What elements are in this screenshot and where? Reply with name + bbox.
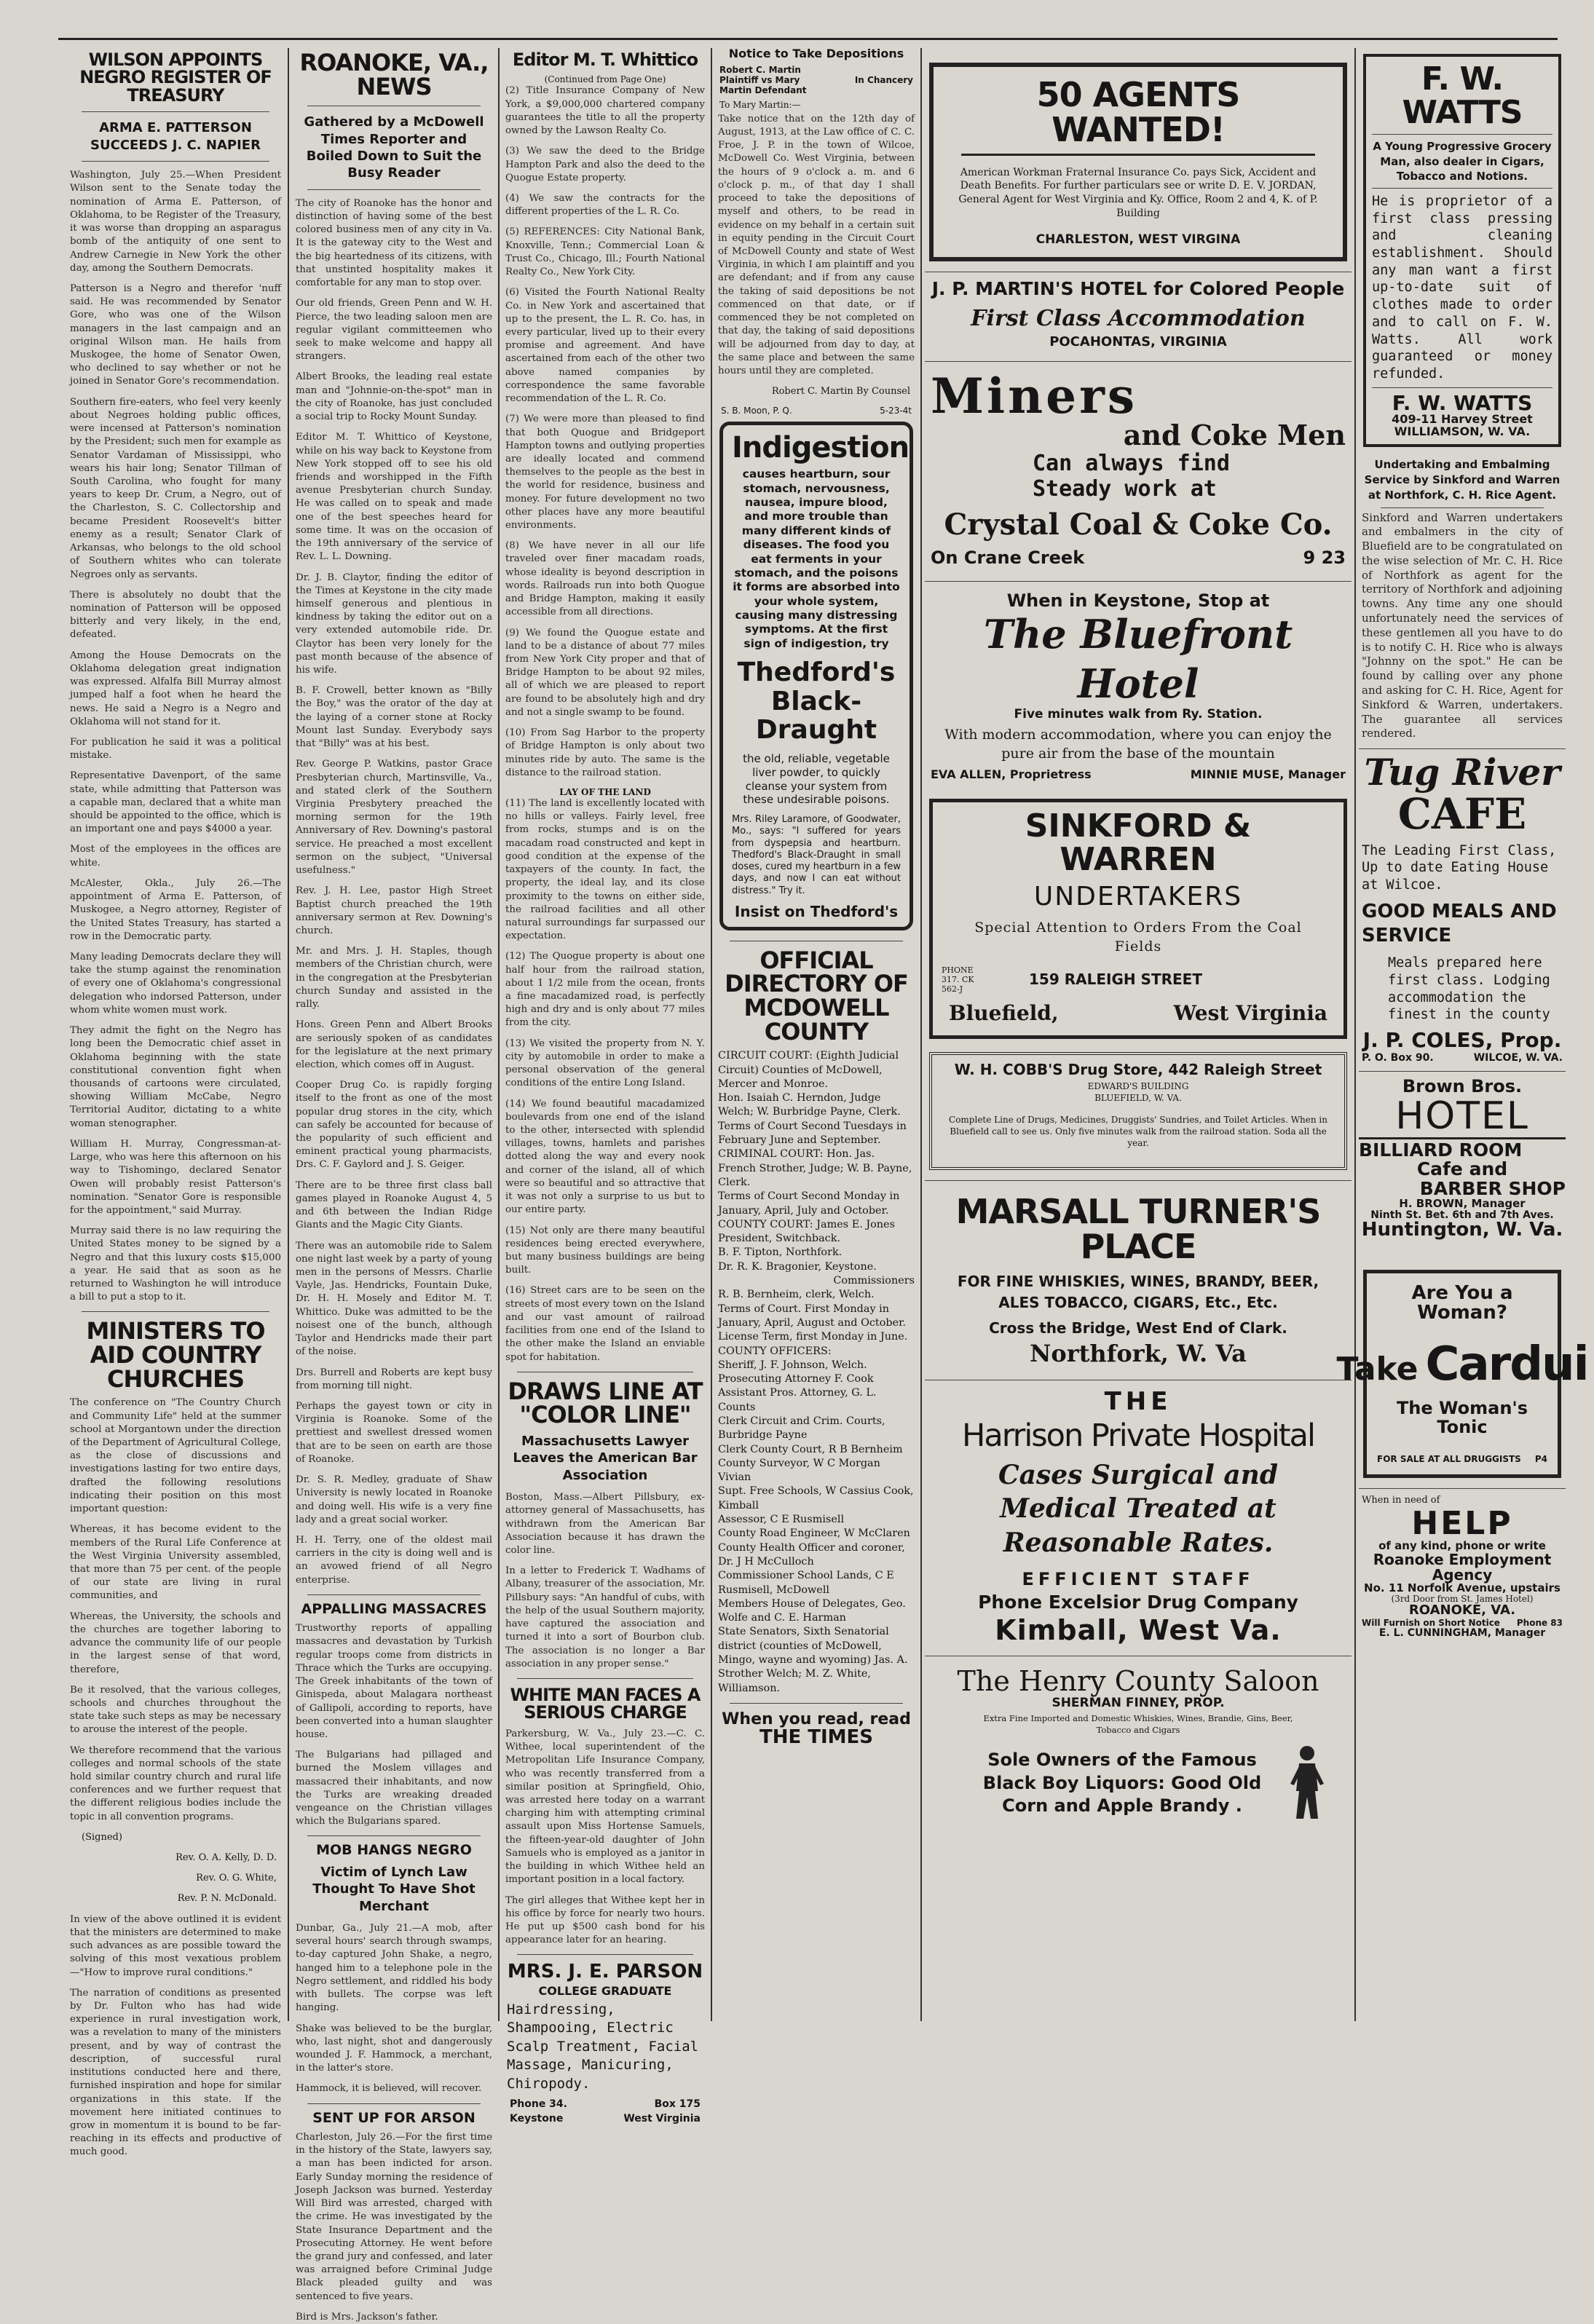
ad-brown-6: H. BROWN, Manager [1399,1196,1526,1210]
signature: Rev. P. N. McDonald. [177,1893,277,1905]
headline-white-man: WHITE MAN FACES A SERIOUS CHARGE [510,1684,701,1723]
section-label: LAY OF THE LAND [559,786,651,797]
ad-cardui [1336,1270,1588,1478]
ad-hospital-4: EFFICIENT STAFF [1022,1569,1255,1590]
ad-turner-4: Northfork, W. Va [1030,1340,1247,1368]
article-paragraph: Many leading Democrats declare they will take the stump against the renomination of every one of Oklahoma's congressional delegation who indorsed Patterson, under whom white women must work. [70,952,281,1016]
divider [925,361,1352,362]
directory-entry: County Road Engineer, W McClaren [718,1527,910,1540]
article-paragraph: Albert Brooks, the leading real estate man and "Johnnie-on-the-spot" man in the city of Roanoke, has just concluded a social trip to Rocky Mount Sunday. [296,371,492,423]
directory-entry: Dr. R. K. Bragonier, Keystone. [718,1260,877,1273]
article-paragraph: Parkersburg, W. Va., July 23.—C. C. Withee, local superintendent of the Metropolitan Life Insurance Company, who was recently transferred from a similar position at Springfield, Ohio, was arrested here today on a warrant charging him with attempting criminal assault upon Miss Hortense Samuels, the fifteen-year-old daughter of John Samuels who is employed as a janitor in the building in which Withee held an important position in a local factory. [505,1728,705,1886]
article-paragraph: (4) We saw the contracts for the different properties of the L. R. Co. [505,193,705,218]
ad-watts-6: WILLIAMSON, W. VA. [1394,424,1531,438]
column-6 [1336,48,1588,2021]
article-paragraph: In view of the above outlined it is evident that the ministers are determined to make such advances as are possible toward the solving of this most vexatious problem—"How to improve rural conditions." [70,1913,281,1978]
article-paragraph: Our old friends, Green Penn and W. H. Pierce, the two leading saloon men are regular vigilant committeemen who seek to make welcome and happy all strangers. [296,298,492,363]
divider [730,1703,903,1704]
ad-watts [1363,54,1561,447]
ad-miners-4: Steady work at [1033,475,1217,502]
ad-brown-7: Ninth St. Bet. 6th and 7th Aves. [1370,1209,1554,1221]
article-paragraph: They admit the fight on the Negro has long been the Democratic chief asset in Oklahoma beginning with the state constitutional convention fight when thousands of cartoons were circulated, showing William McCabe, Negro Territorial Auditor, dictating to a white woman stenographer. [70,1025,281,1129]
article-paragraph: Murray said there is no law requiring the United States money to be signed by a Negro and that this luxury costs $15,000 a year. He said that as soon as he returned to Washington he will introduce a bill to put a stop to it. [70,1225,281,1303]
article-paragraph: (13) We visited the property from N. Y. city by automobile in order to make a personal observation of the general conditions of the entire Long Island. [505,1038,705,1089]
notice-footer [715,406,918,416]
ad-hc-1: The Henry County Saloon [957,1665,1319,1698]
article-paragraph: (2) Title Insurance Company of New York, a $9,000,000 chartered company guarantees the title to all the property owned by the Lawson Realty Co. [505,85,705,137]
ad-martin-hotel-city: POCAHONTAS, VIRGINIA [1049,334,1227,350]
ad-watts-5: 409-11 Harvey Street [1392,411,1533,426]
divider [1381,507,1544,508]
ad-indigestion-text: causes heartburn, sour stomach, nervousness, nausea, impure blood, and more trouble than many different kinds of diseases. The food you eat ferments in your stomach, and the poisons it forms are absorbed into your whole system, causing many distressing symptoms. At the first sign of indigestion, try [733,467,900,650]
ad-indigestion [719,422,913,930]
article-paragraph: The Bulgarians had pillaged and burned the Moslem villages and massacred their inhabitants, and now the Turks are wreaking dreaded vengeance on the Christian villages which the Bulgarians spared. [296,1750,492,1827]
column-rule [1354,48,1356,2021]
article-paragraph: Representative Davenport, of the same state, while admitting that Patterson was a capable man, declared that a white man should be appointed to the office, which is an important one and pays $4000 a year. [70,770,281,835]
article-paragraph: (10) From Sag Harbor to the property of Bridge Hampton is only about two minutes ride by auto. The same is the distance to the railroad station. [505,727,705,778]
ad-bluefront-2: The Bluefront Hotel [983,611,1293,707]
article-paragraph: For publication he said it was a political mistake. [70,736,281,762]
article-paragraph: (6) Visited the Fourth National Realty Co. in New York and ascertained that up to the present, the L. R. Co. has, in every particular, lived up to their every promise and agreement. And have ascertained from each of the other two above named companies by correspondence the same favorable recommendation of the L. R. Co. [505,287,705,405]
article-paragraph: Shake was believed to be the burglar, who, last night, shot and dangerously wounded J. F. Hammock, a merchant, in the latter's store. [296,2023,492,2074]
article-paragraph: (9) We found the Quogue estate and land to be a distance of about 77 miles from New York City proper and that of Bridge Hampton to be about 92 miles, all of which we are pleased to report are found to be absolutely high and dry and not a single swamp to be found. [505,627,705,718]
ad-miners-6: On Crane Creek [931,547,1085,568]
notice-parties: Robert C. Martin Plaintiff vs Mary Martin Defendant [719,64,807,95]
ad-hospital-5: Phone Excelsior Drug Company [978,1592,1298,1613]
ad-henry-saloon [925,1661,1352,1827]
subhead-patterson: ARMA E. PATTERSON SUCCEEDS J. C. NAPIER [90,120,261,153]
column-4 [715,48,918,2021]
ad-tug-river-2: CAFE [1397,788,1527,839]
ad-cobb-3: BLUEFIELD, W. VA. [1094,1092,1182,1103]
ad-miners-5: Crystal Coal & Coke Co. [944,507,1333,542]
ad-martin-hotel-title: J. P. MARTIN'S HOTEL for Colored People [931,278,1345,299]
ad-miners-3: Can always find [1033,450,1230,476]
ad-indigestion-testimonial: Mrs. Riley Laramore, of Goodwater, Mo., says: "I suffered for years from dyspepsia and heartburn. Thedford's Black-Draught in small doses, cured my heartburn in a few days, and now I can eat without distress." Try it. [732,814,901,896]
divider [1372,387,1552,388]
article-paragraph: Patterson is a Negro and therefor 'nuff said. He was recommended by Senator Gore, who was one of the Wilson managers in the last campaign and an original Wilson man. He hails from Muskogee, the home of Senator Owen, who declined to say whether or not he joined in Senator Gore's recommendation. [70,282,281,387]
divider [1359,1071,1566,1072]
directory-entry: Clerk Circuit and Crim. Courts, Burbridge Payne [718,1415,885,1442]
ad-tug-river-3: The Leading First Class, Up to date Eating House at Wilcoe. [1362,842,1557,893]
directory-entry: Commissioners [833,1275,915,1287]
ad-help-7: ROANOKE, VA. [1408,1602,1516,1618]
ad-bluefront-4: With modern accommodation, where you can enjoy the pure air from the base of the mountain [944,726,1332,762]
column-3 [502,48,708,2125]
directory-entry: Assessor, C E Rusmisell [718,1514,845,1526]
directory-entry: R. B. Bernheim, clerk, Welch. [718,1289,875,1301]
article-paragraph: There is absolutely no doubt that the nomination of Patterson will be opposed bitterly and very likely, in the end, defeated. [70,589,281,641]
article-paragraph: (16) Street cars are to be seen on the streets of most every town on the Island and our vast amount of railroad facilities from one end of the Island to the other make the Island an enviable spot for habitation. [505,1285,705,1363]
ad-help-8: Will Furnish on Short Notice [1362,1618,1500,1629]
headline-arson: SENT UP FOR ARSON [312,2109,476,2126]
ad-bluefront-6: MINNIE MUSE, Manager [1190,767,1346,782]
divider [307,189,481,190]
headline-directory: OFFICIAL DIRECTORY OF MCDOWELL COUNTY [725,946,908,1046]
article-paragraph: (7) We were more than pleased to find that both Quogue and Bridgeport Hampton towns and outlying properties are ideally located and commend themselves to the people as the best in the world for residence, business and money. For future development no two other places have any more beautiful environments. [505,414,705,531]
notice-to: To Mary Martin:— [719,99,801,110]
directory-entry: County Surveyor, W C Morgan Vivian [718,1457,880,1484]
ad-sw-address-row [942,965,1335,994]
divider [307,1594,481,1595]
article-paragraph: Editor M. T. Whittico of Keystone, while on his way back to Keystone from New York stopped off to see his old friends and worshipped in the Fifth avenue Presbyterian church Sunday. He was called on to speak and made one of the best speeches heard for some time. It was on the occasion of the 19th anniversary of the service of Rev. L. L. Downing. [296,432,492,563]
ad-sw-6: Bluefield, [949,1000,1059,1025]
ad-parson-phone: Phone 34. [510,2098,567,2110]
ad-help-footer [1359,1618,1566,1628]
divider [925,581,1352,582]
column-rule [498,48,500,2021]
article-paragraph: William H. Murray, Congressman-at-Large, who was here this afternoon on his way to Tishomingo, declared Senator Owen will probably resist Patterson's nomination. "Senator Gore is responsible for the appointment," said Murray. [70,1138,281,1216]
divider [1359,1488,1566,1489]
signature: Rev. O. A. Kelly, D. D. [175,1852,277,1864]
tail-read: When you read, read [722,1710,911,1728]
black-boy-figure-icon [1289,1743,1325,1823]
ad-miners-7: 9 23 [1303,547,1346,568]
ad-watts-1: F. W. WATTS [1402,60,1523,132]
article-paragraph: Whereas, it has become evident to the members of the Rural Life Conference at the West Virginia University assembled, that more than 75 per cent. of the people of our state are living in rural communities, and [70,1524,281,1602]
top-rule [58,38,1558,40]
column-rule [288,48,289,2021]
article-paragraph: H. H. Terry, one of the oldest mail carriers in the city is doing well and is an avowed friend of all Negro enterprise. [296,1534,492,1586]
signature: Rev. O. G. White, [196,1873,277,1884]
directory-entry: Terms of Court Second Monday in January, April, July and October. [718,1190,900,1217]
directory-entry: Clerk County Court, R B Bernheim [718,1443,903,1455]
notice-court: In Chancery [854,74,913,85]
continued-note: (Continued from Page One) [544,74,666,85]
article-paragraph: The girl alleges that Withee kept her in his office by force for nearly two hours. He put up $500 cash bond for his appearance later for an hearing. [505,1894,705,1946]
directory-entry: License Term, first Monday in June. [718,1331,908,1343]
ad-cobb-1: W. H. COBB'S Drug Store, 442 Raleigh Street [954,1060,1322,1078]
article-paragraph: (8) We have never in all our life traveled over finer macadam roads, whose ideality is beyond description in words. Railroads run into both Quogue and Bridge Hampton, making it easily accessible from all directions. [505,540,705,618]
subhead-roanoke: Gathered by a McDowell Times Reporter and Boiled Down to Suit the Busy Reader [304,114,484,181]
notice-signature: Robert C. Martin By Counsel [771,386,910,398]
article-paragraph: In a letter to Frederick T. Wadhams of Albany, treasurer of the association, Mr. Pillsbury says: "An handful of cubs, with the help of the usual Southern majority, have captured the association and turned it into a sort of Bourbon club. The association is no longer a Bar association in any proper sense." [505,1565,705,1669]
directory-entry: Terms of Court Second Tuesdays in February June and September. [718,1120,907,1147]
ad-brown-3: BILLIARD ROOM [1359,1139,1523,1161]
article-paragraph: The conference on "The Country Church and Community Life" held at the summer school at Morgantown under the direction of the Department of Agricultural College, as the close of discussions and investigations lasting for two entire days, drafted the following resolutions indicating their position on this most important question: [70,1397,281,1515]
ad-tug-river-7: P. O. Box 90. [1362,1052,1434,1064]
ad-bluefront-footer [931,767,1346,781]
ad-miners-2: and Coke Men [1123,419,1346,452]
directory-entry: County Health Officer and coroner, Dr. J H McCulloch [718,1541,905,1568]
ad-help-9: Phone 83 [1516,1618,1563,1629]
ad-hospital-2: Harrison Private Hospital [962,1417,1314,1454]
column-2 [293,48,495,2323]
ad-parson-location [502,2111,708,2126]
ad-miners-1: Miners [931,368,1138,425]
ad-parson-title: MRS. J. E. PARSON [507,1961,703,1983]
tail-times: THE TIMES [759,1726,874,1749]
article-paragraph: Charleston, July 26.—For the first time in the history of the State, lawyers say, a man has been indicted for arson. Early Sunday morning the residence of Joseph Jackson was burned. Yesterday Will Bird was arrested, charged with the crime. He was investigated by the State Insurance Department and the Prosecuting Attorney. He went before the grand jury and confessed, and later was arraigned before Criminal Judge Black pleaded guilty and was sentenced to five years. [296,2132,492,2302]
ad-sinkford-warren [929,799,1347,1038]
ad-miners-footer [931,548,1346,568]
ad-watts-4: F. W. WATTS [1392,390,1533,415]
directory-entry: Sheriff, J. F. Johnson, Welch. [718,1359,867,1371]
subhead-color-line: Massachusetts Lawyer Leaves the American Bar Association [513,1433,698,1483]
article-paragraph: (11) The land is excellently located with no hills or valleys. Fairly level, free from rocks, stumps and is on the macadam road constructed and kept in good condition at the expense of the taxpayers of the county. In fact, the property, the ideal lay, and its close proximity to the towns on either side, the railroad facilities and all other natural surroundings far surpassed our expectation. [505,797,705,942]
notice-by: S. B. Moon, P. Q. [721,406,792,416]
headline-roanoke: ROANOKE, VA., NEWS [299,49,489,100]
ad-tug-river-6: J. P. COLES, Prop. [1362,1027,1562,1052]
directory-entry: Supt. Free Schools, W Cassius Cook, Kimball [718,1485,914,1511]
ad-hc-3: Extra Fine Imported and Domestic Whiskies, Wines, Brandie, Gins, Beer, Tobacco and Cigars [983,1713,1293,1735]
subhead-mob: Victim of Lynch Law Thought To Have Shot Merchant [312,1864,476,1914]
headline-mob: MOB HANGS NEGRO [316,1842,472,1859]
ad-turner-2: FOR FINE WHISKIES, WINES, BRANDY, BEER, ALES TOBACCO, CIGARS, Etc., Etc. [957,1273,1319,1312]
article-paragraph: Among the House Democrats on the Oklahoma delegation great indignation was expressed. Alfalfa Bill Murray almost jumped half a foot when he heard the news. He said a Negro is a Negro and Oklahoma will not stand for it. [70,649,281,727]
divider [307,2103,481,2104]
ad-bluefront [925,585,1352,788]
ad-cardui-4: The Woman's Tonic [1396,1398,1528,1437]
article-paragraph: (12) The Quogue property is about one half hour from the railroad station, about 1 1/2 mile from the ocean, fronts a fine macadamized road, is perfectly high and dry and is only about 77 miles from the city. [505,951,705,1029]
directory-entry: Members House of Delegates, Geo. Wolfe and C. E. Harman [718,1597,906,1624]
article-paragraph: Washington, July 25.—When President Wilson sent to the Senate today the nomination of Arma E. Patterson, of Oklahoma, to be Register of the Treasury, it was worse than dropping an asparagus bomb of the antiquity of one sent to Andrew Carnegie in New York the other day, among the Southern Democrats. [70,170,281,274]
ad-parson-subtitle: COLLEGE GRADUATE [538,1983,672,1998]
ad-indigestion-title: Indigestion [732,431,910,465]
headline-ministers: MINISTERS TO AID COUNTRY CHURCHES [86,1317,265,1393]
ad-cobb [929,1052,1347,1170]
ad-hc-sole-row [929,1743,1347,1823]
article-paragraph: The city of Roanoke has the honor and distinction of having some of the best colored business men of any city in Va. It is the gateway city to the West and the big heartedness of its citizens, with that unstinted hospitality makes it comfortable for any man to stop over. [296,197,492,289]
article-paragraph: Be it resolved, that the various colleges, schools and churches throughout the state take such steps as may be necessary to arouse the interest of the people. [70,1684,281,1736]
ad-cardui-1: Are You a Woman? [1411,1281,1513,1324]
divider [82,1311,269,1312]
ad-miners [925,365,1352,578]
directory-entry: Hon. Isaiah C. Herndon, Judge Welch; W. Burbridge Payne, Clerk. [718,1092,901,1118]
article-paragraph: Most of the employees in the offices are white. [70,844,281,869]
divider [517,1678,693,1679]
ad-brown-8: Huntington, W. Va. [1361,1219,1563,1241]
ad-cardui-footer [1373,1454,1552,1464]
ad-help-3: of any kind, phone or write [1378,1538,1546,1552]
divider [1359,748,1566,749]
article-paragraph: Trustworthy reports of appalling massacres and devastation by Turkish regular troops come from districts in Thrace which the Turks are occupying. The Greek inhabitants of the town of Ginispeda, about Malagara northeast of Gallipoli, according to reports, have been converted into a human slaughter house. [296,1623,492,1740]
article-paragraph: Dunbar, Ga., July 21.—A mob, after several hours' search through swamps, to-day captured John Shake, a negro, hanged him to a telephone pole in the Negro settlement, and riddled his body with bullets. The corpse was left hanging. [296,1923,492,2014]
ad-turner-1: MARSALL TURNER'S PLACE [955,1191,1321,1266]
directory-entry: Commissioner School Lands, C E Rusmisell, McDowell [718,1570,894,1596]
ad-agents-text: American Workman Fraternal Insurance Co. pays Sick, Accident and Death Benefits. For further particulars see or write D. E. V. JORDAN, General Agent for West Virginia and Ky. Office, Room 2 and 4, K. of P. Building [958,166,1318,220]
ad-help-6: (3rd Door from St. James Hotel) [1391,1594,1534,1605]
article-paragraph: Rev. J. H. Lee, pastor High Street Baptist church preached the 19th anniversary sermon at Rev. Downing's church. [296,885,492,936]
ad-sw-city-row [942,998,1335,1028]
notice-text: Take notice that on the 12th day of August, 1913, at the Law office of C. C. Froe, J. P. in the town of Wilcoe, McDowell Co. West Virginia, between the hours of 9 o'clock a. m. and 6 o'clock p. m., of that day I shall proceed to take the depositions of myself and others, to be read in evidence on my behalf in a certain suit in equity pending in the Circuit Court of McDowell County and state of West Virginia, in which I am plaintiff and you are defendant; and if from any cause the taking of said depositions be not commenced on that date, or if commenced they be not completed on that day, the taking of said depositions will be adjourned from day to day, at the same place and between the same hours until they are completed. [718,113,915,376]
ad-help-1: When in need of [1362,1494,1440,1506]
ad-help-2: HELP [1411,1504,1513,1542]
article-paragraph: The narration of conditions as presented by Dr. Fulton who has had wide experience in rural investigation work, was a revelation to many of the ministers present, and by way of contrast the description, of successful rural institutions conducted here and there, furnished inspiration and hope for similar organizations in this state. If the movement here initiated continues to grow in momentum it is bound to be far-reaching in its effects and productive of much good. [70,1987,281,2158]
directory-entry: CRIMINAL COURT: Hon. Jas. French Strother, Judge; W. B. Payne, Clerk. [718,1148,912,1188]
ad-indigestion-footer: Insist on Thedford's [734,902,899,920]
article-paragraph: Cooper Drug Co. is rapidly forging itself to the front as one of the most popular drug stores in the city, which can safely be accounted for because of the popularity of such efficient and eminent practical young pharmacists, Drs. C. F. Gaylord and J. S. Geiger. [296,1080,492,1171]
directory-entry: COUNTY COURT: James E. Jones President, Switchback. [718,1218,895,1245]
ad-help-5: No. 11 Norfolk Avenue, upstairs [1364,1581,1561,1594]
headline-color-line: DRAWS LINE AT "COLOR LINE" [508,1377,703,1429]
article-paragraph: There was an automobile ride to Salem one night last week by a party of young men in the persons of Messrs. Charlie Vayle, Jas. Hendricks, Fountain Duke, Dr. H. H. Mosely and Editor M. T. Whittico. Duke was admitted to be the noisest one of the bunch, although Taylor and Hendricks made their part of the noise. [296,1240,492,1358]
ad-sw-1: SINKFORD & WARREN [1025,807,1252,879]
ad-bluefront-3: Five minutes walk from Ry. Station. [1014,707,1263,722]
article-paragraph: Mr. and Mrs. J. H. Staples, though members of the Christian church, were in the congregation at the Presbyterian church Sunday and assisted in the rally. [296,946,492,1011]
ad-hospital [925,1383,1352,1652]
directory-entry: Assistant Pros. Attorney, G. L. Counts [718,1387,877,1413]
ad-parson-contact [502,2097,708,2111]
divider [1372,134,1552,135]
ad-hospital-3: Cases Surgical and Medical Treated at Reasonable Rates. [998,1459,1279,1559]
directory-entry: COUNTY OFFICERS: [718,1345,832,1357]
ad-agents-title: 50 AGENTS WANTED! [961,77,1315,156]
ad-sw-7: West Virginia [1173,1000,1327,1025]
divider [517,1954,693,1955]
article-paragraph: There are to be three first class ball games played in Roanoke August 4, 5 and 6th between the Indian Ridge Giants and the Magic City Giants. [296,1179,492,1231]
headline-massacres: APPALLING MASSACRES [301,1600,487,1617]
directory-entry: CIRCUIT COURT: (Eighth Judicial Circuit) Counties of McDowell, Mercer and Monroe. [718,1050,899,1090]
article-paragraph: Whereas, the University, the schools and the churches are together laboring to advance the community life of our people in the largest sense of that word, therefore, [70,1610,281,1675]
headline-whittico: Editor M. T. Whittico [512,50,698,70]
ad-cardui-6: P4 [1534,1453,1547,1464]
article-paragraph: (5) REFERENCES: City National Bank, Knoxville, Tenn.; Commercial Loan & Trust Co., Chicago, Ill.; Fourth National Realty Co., New York City. [505,226,705,278]
directory-entry: Terms of Court. First Monday in January, April, August and October. [718,1303,906,1329]
column-1 [67,48,284,2158]
ad-watts-2: A Young Progressive Grocery Man, also dealer in Cigars, Tobacco and Notions. [1373,140,1552,183]
article-paragraph: Southern fire-eaters, who feel very keenly about Negroes holding public offices, were incensed at Patterson's nomination by the President; such men for example as Senator Vardaman of Mississippi, who wears his hair long; Senator Tillman of South Carolina, who fought for many years to keep Dr. Crum, a Negro, out of the Charleston, S. C. Collectorship and became President Roosevelt's bitter enemy as a result; Senator Clark of Arkansas, who belongs to the old school of Southern whites who can tolerate Negroes only as servants. [70,396,281,580]
ad-brown-5: BARBER SHOP [1419,1177,1566,1199]
ad-brown-4: Cafe and [1416,1158,1508,1180]
directory-list [718,1049,915,1696]
ad-cobb-2: EDWARD'S BUILDING [1087,1080,1189,1091]
directory-entry: B. F. Tipton, Northfork. [718,1246,843,1259]
ad-parson-state: West Virginia [623,2112,701,2125]
ad-bluefront-5: EVA ALLEN, Proprietress [931,767,1092,782]
ad-martin-hotel-sub: First Class Accommodation [971,306,1306,332]
ad-tug-river-footer [1359,1051,1566,1065]
ad-bluefront-1: When in Keystone, Stop at [1006,590,1270,611]
ad-hospital-6: Kimball, West Va. [995,1614,1282,1647]
ad-undertaking-head: Undertaking and Embalming Service by Sinkford and Warren at Northfork, C. H. Rice Agent. [1364,457,1561,502]
ad-cobb-4: Complete Line of Drugs, Medicines, Druggists' Sundries, and Toilet Articles. When in Bluefield call to see us. Only five minutes walk from the railroad station. Soda all the year. [949,1115,1327,1149]
ad-tug-river-4: GOOD MEALS AND SERVICE [1362,900,1557,947]
headline-wilson: WILSON APPOINTS NEGRO REGISTER OF TREASURY [79,50,272,106]
ad-brown-2: HOTEL [1395,1094,1529,1138]
ad-help-10: E. L. CUNNINGHAM, Manager [1378,1627,1546,1640]
ad-parson-city: Keystone [510,2112,564,2125]
ad-agents-city: CHARLESTON, WEST VIRGINA [1035,232,1241,248]
ad-cardui-3: Cardui [1425,1337,1588,1392]
divider [1372,188,1552,189]
ad-hc-2: SHERMAN FINNEY, PROP. [1052,1696,1225,1711]
column-5 [925,48,1352,2021]
divider [925,1180,1352,1181]
ad-watts-3: He is proprietor of a first class pressing and cleaning establishment. Should any man want a first up-to-date suit of clothes made to order and to call on F. W. Watts. All work guaranteed or money refunded. [1372,194,1552,382]
article-paragraph: Bird is Mrs. Jackson's father. [296,2311,438,2323]
notice-date: 5-23-4t [880,406,912,416]
article-paragraph: Rev. George P. Watkins, pastor Grace Presbyterian church, Martinsville, Va., and stated clerk of the Southern Virginia Presbytery preached the morning sermon for the 19th Anniversary of Rev. Downing's pastoral service. He preached a most excellent sermon on the subject, "Universal usefulness." [296,759,492,877]
divider [82,161,269,162]
notice-title: Notice to Take Depositions [728,47,904,60]
article-paragraph: Dr. J. B. Claytor, finding the editor of the Times at Keystone in the city made himself generous and plentious in kindness by taking the editor out on a very extended automobile ride. Dr. Claytor has been very lonely for the past month because of the absence of his wife. [296,572,492,676]
article-paragraph: Boston, Mass.—Albert Pillsbury, ex-attorney general of Massachusetts, has withdrawn from the American Bar Association because it has drawn the color line. [505,1492,705,1557]
article-paragraph: Perhaps the gayest town or city in Virginia is Roanoke. Some of the prettiest and swellest dressed women that are to be seen on earth are those of Roanoke. [296,1400,492,1465]
article-paragraph: We therefore recommend that the various colleges and normal schools of the state hold similar country church and rural life conferences and we further request that the different religious bodies include the topic in all convention programs. [70,1744,281,1822]
notice-header [719,65,913,95]
ad-agents [929,63,1347,261]
article-paragraph: Dr. S. R. Medley, graduate of Shaw University is newly located in Roanoke and doing well. His wife is a very fine lady and a great social worker. [296,1474,492,1525]
ad-sw-4: PHONE 317. CK 562-J [942,965,974,994]
article-paragraph: B. F. Crowell, better known as "Billy the Boy," was the orator of the day at the laying of a corner stone at Rocky Mount last Sunday. Everybody says that "Billy" was at his best. [296,685,492,750]
ad-turner [925,1184,1352,1377]
ad-hospital-1: THE [1104,1386,1172,1416]
ad-cardui-5: FOR SALE AT ALL DRUGGISTS [1377,1453,1521,1464]
ad-sw-5: 159 RALEIGH STREET [1029,970,1202,988]
ad-tug-river-8: WILCOE, W. VA. [1473,1052,1563,1064]
ad-tug-river-5: Meals prepared here first class. Lodging accommodation the finest in the county [1388,955,1550,1023]
column-rule [920,48,922,2021]
ad-help-4: Roanoke Employment Agency [1373,1550,1552,1584]
ad-sw-2: UNDERTAKERS [1033,881,1243,912]
directory-entry: Prosecuting Attorney F. Cook [718,1373,874,1386]
column-rule [711,48,712,2021]
article-paragraph: (3) We saw the deed to the Bridge Hampton Park and also the deed to the Quogue Estate property. [505,146,705,183]
ad-tug-river-1: Tug River [1364,751,1561,794]
ad-cardui-take-row [1336,1337,1588,1392]
ad-parson-box: Box 175 [654,2098,701,2110]
ad-sw-3: Special Attention to Orders From the Coal Fields [974,920,1302,955]
ad-indigestion-brand: Thedford's Black-Draught [737,657,896,746]
divider [307,1835,481,1836]
directory-entry: State Senators, Sixth Senatorial district (counties of McDowell, Mingo, wayne and wyoming) Jas. A. Strother Welch; M. Z. White, Williamson. [718,1626,908,1694]
ad-cardui-2: Take [1336,1351,1419,1388]
article-paragraph: (15) Not only are there many beautiful residences being erected everywhere, but many business buildings are being built. [505,1225,705,1276]
signed-label: (Signed) [82,1831,122,1843]
ad-undertaking-text: Sinkford and Warren undertakers and embalmers in the city of Bluefield are to be congratulated on the wise selection of Mr. C. H. Rice of Northfork as agent for the territory of Northfork and adjoining towns. Any time any one should unfortunately need the services of these gentlemen all you have to do is to notify C. H. Rice who is always "Johnny on the spot." He can be found by calling over any phone and asking for C. H. Rice, Agent for Sinkford & Warren, undertakers. The guarantee all services rendered. [1362,510,1563,740]
divider [82,111,269,112]
article-paragraph: Hammock, it is believed, will recover. [296,2083,482,2095]
article-paragraph: Drs. Burrell and Roberts are kept busy from morning till night. [296,1367,492,1391]
ad-parson-services: Hairdressing, Shampooing, Electric Scalp Treatment, Facial Massage, Manicuring, Chiropody. [507,2001,699,2092]
ad-indigestion-text2: the old, reliable, vegetable liver powder, to quickly cleanse your system from these undesirable poisons. [743,752,890,807]
article-paragraph: Hons. Green Penn and Albert Brooks are seriously spoken of as candidates for the legislature at the next primary election, which comes off in August. [296,1019,492,1070]
ad-turner-3: Cross the Bridge, West End of Clark. [989,1319,1287,1337]
article-paragraph: McAlester, Okla., July 26.—The appointment of Arma E. Patterson, of Muskogee, a Negro attorney, Register of the United States Treasury, has started a row in the Democratic party. [70,877,281,942]
ad-brown-1: Brown Bros. [1402,1076,1523,1097]
article-paragraph: (14) We found beautiful macadamized boulevards from one end of the island to the other, intersected with splendid villages, towns, hamlets and parishes dotted along the way and every nook and corner of the island, all of which were so beautiful and so attractive that it was not only a surprise to us but to our entire party. [505,1098,705,1216]
ad-hc-4: Sole Owners of the Famous Black Boy Liquors: Good Old Corn and Apple Brandy . [982,1750,1262,1816]
